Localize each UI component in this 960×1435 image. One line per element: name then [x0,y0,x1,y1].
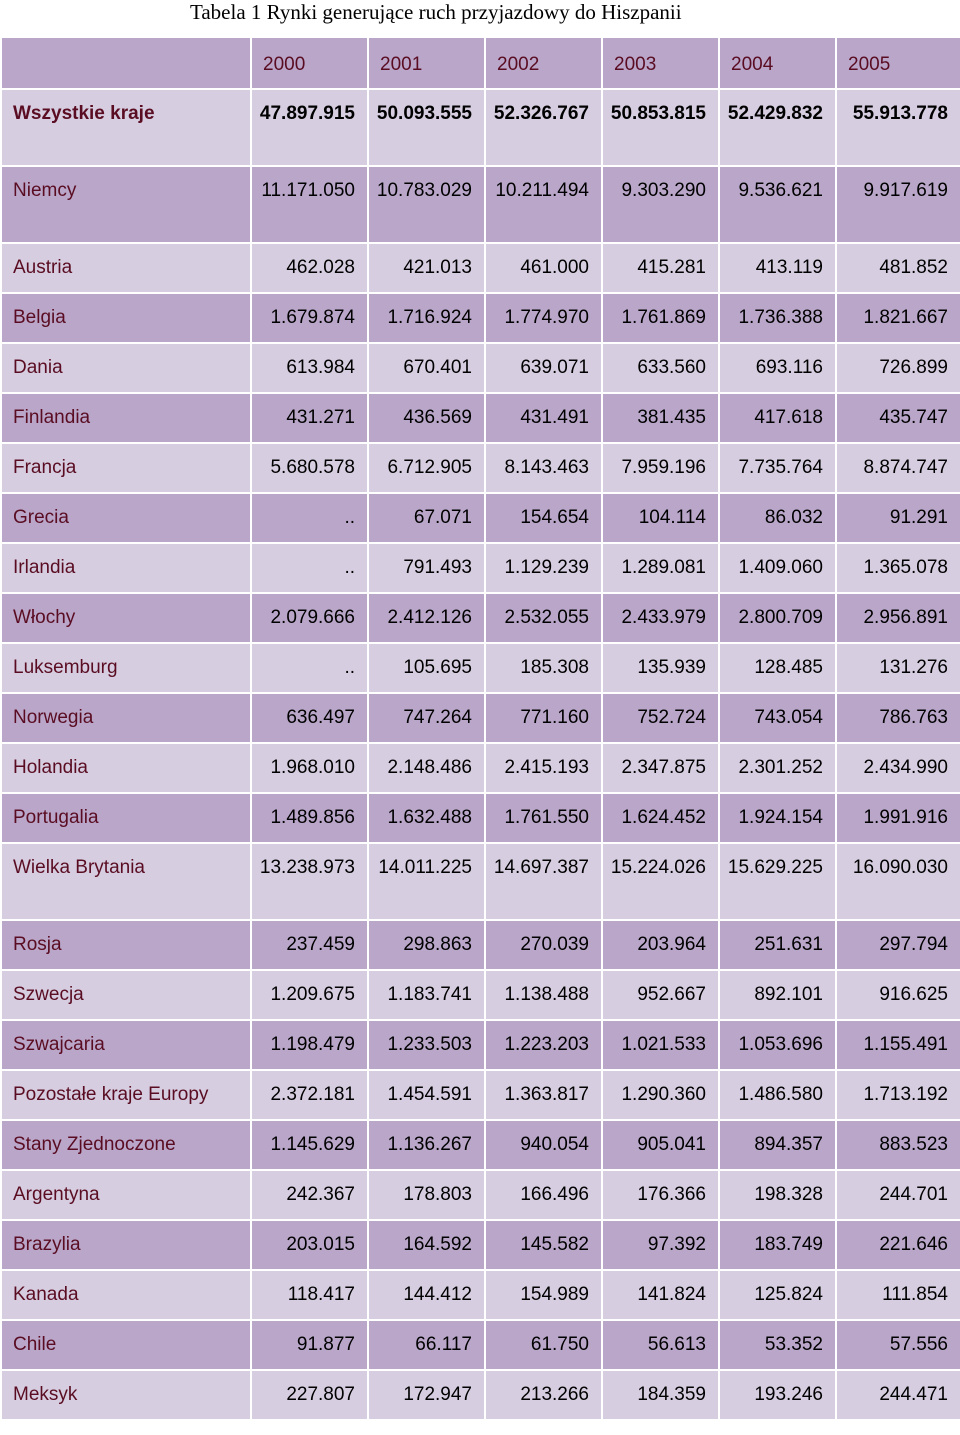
value-cell: 105.695 [368,643,485,693]
table-row [1,843,960,920]
year-header: 2003 [602,37,719,89]
country-cell: Wszystkie kraje [1,89,251,166]
value-cell: 431.271 [251,393,368,443]
country-cell: Portugalia [1,793,251,843]
value-cell: .. [251,643,368,693]
value-cell: 172.947 [368,1370,485,1420]
value-cell: 1.486.580 [719,1070,836,1120]
value-cell: 1.155.491 [836,1020,960,1070]
table-row [1,1170,960,1220]
value-cell: 111.854 [836,1270,960,1320]
value-cell: 1.716.924 [368,293,485,343]
value-cell: 1.223.203 [485,1020,602,1070]
value-cell: 67.071 [368,493,485,543]
value-cell: 55.913.778 [836,89,960,166]
value-cell: 131.276 [836,643,960,693]
value-cell: 61.750 [485,1320,602,1370]
table-row [1,643,960,693]
country-cell: Grecia [1,493,251,543]
country-cell: Niemcy [1,166,251,243]
country-cell: Finlandia [1,393,251,443]
value-cell: 461.000 [485,243,602,293]
value-cell: 2.412.126 [368,593,485,643]
value-cell: 1.489.856 [251,793,368,843]
value-cell: 1.774.970 [485,293,602,343]
value-cell: 636.497 [251,693,368,743]
value-cell: 1.679.874 [251,293,368,343]
value-cell: 14.011.225 [368,843,485,920]
value-cell: 178.803 [368,1170,485,1220]
value-cell: 183.749 [719,1220,836,1270]
value-cell: 1.736.388 [719,293,836,343]
value-cell: 184.359 [602,1370,719,1420]
value-cell: 6.712.905 [368,443,485,493]
value-cell: 633.560 [602,343,719,393]
value-cell: 86.032 [719,493,836,543]
value-cell: 128.485 [719,643,836,693]
country-cell: Kanada [1,1270,251,1320]
country-cell: Chile [1,1320,251,1370]
value-cell: 771.160 [485,693,602,743]
value-cell: 66.117 [368,1320,485,1370]
year-header: 2001 [368,37,485,89]
table-row [1,443,960,493]
country-cell: Stany Zjednoczone [1,1120,251,1170]
value-cell: 10.211.494 [485,166,602,243]
value-cell: 10.783.029 [368,166,485,243]
value-cell: 883.523 [836,1120,960,1170]
value-cell: 9.303.290 [602,166,719,243]
value-cell: 298.863 [368,920,485,970]
value-cell: 381.435 [602,393,719,443]
value-cell: 417.618 [719,393,836,443]
table-row [1,393,960,443]
value-cell: 14.697.387 [485,843,602,920]
value-cell: 166.496 [485,1170,602,1220]
value-cell: 1.209.675 [251,970,368,1020]
value-cell: 135.939 [602,643,719,693]
value-cell: 9.536.621 [719,166,836,243]
value-cell: 905.041 [602,1120,719,1170]
country-cell: Wielka Brytania [1,843,251,920]
table-row [1,493,960,543]
value-cell: 413.119 [719,243,836,293]
table-caption [0,0,960,36]
value-cell: 2.301.252 [719,743,836,793]
value-cell: 1.136.267 [368,1120,485,1170]
country-cell: Argentyna [1,1170,251,1220]
value-cell: 1.053.696 [719,1020,836,1070]
value-cell: 481.852 [836,243,960,293]
value-cell: 213.266 [485,1370,602,1420]
header-row [1,37,960,89]
value-cell: 144.412 [368,1270,485,1320]
value-cell: 743.054 [719,693,836,743]
country-cell: Szwecja [1,970,251,1020]
country-cell: Brazylia [1,1220,251,1270]
value-cell: 244.701 [836,1170,960,1220]
value-cell: 2.956.891 [836,593,960,643]
value-cell: 940.054 [485,1120,602,1170]
value-cell: 7.959.196 [602,443,719,493]
table-row [1,1020,960,1070]
country-cell: Rosja [1,920,251,970]
value-cell: 237.459 [251,920,368,970]
value-cell: 613.984 [251,343,368,393]
value-cell: 2.532.055 [485,593,602,643]
value-cell: 1.183.741 [368,970,485,1020]
value-cell: 1.761.550 [485,793,602,843]
value-cell: 791.493 [368,543,485,593]
table-row [1,343,960,393]
country-cell: Norwegia [1,693,251,743]
value-cell: 1.233.503 [368,1020,485,1070]
value-cell: 185.308 [485,643,602,693]
value-cell: 193.246 [719,1370,836,1420]
value-cell: 56.613 [602,1320,719,1370]
table-row [1,1270,960,1320]
year-header: 2005 [836,37,960,89]
table-row [1,293,960,343]
table-caption-text: Tabela 1 Rynki generujące ruch przyjazdowy do Hiszpanii [190,0,682,24]
value-cell: 1.968.010 [251,743,368,793]
country-cell: Luksemburg [1,643,251,693]
value-cell: 244.471 [836,1370,960,1420]
value-cell: 57.556 [836,1320,960,1370]
value-cell: 670.401 [368,343,485,393]
value-cell: 916.625 [836,970,960,1020]
value-cell: 221.646 [836,1220,960,1270]
value-cell: 52.429.832 [719,89,836,166]
table-row [1,1370,960,1420]
country-cell: Holandia [1,743,251,793]
table-row [1,243,960,293]
value-cell: 1.289.081 [602,543,719,593]
value-cell: 894.357 [719,1120,836,1170]
value-cell: 2.433.979 [602,593,719,643]
value-cell: 1.129.239 [485,543,602,593]
value-cell: 91.291 [836,493,960,543]
table-row [1,543,960,593]
value-cell: 145.582 [485,1220,602,1270]
table-row [1,1220,960,1270]
value-cell: 2.415.193 [485,743,602,793]
country-cell: Belgia [1,293,251,343]
value-cell: 251.631 [719,920,836,970]
table-row [1,166,960,243]
country-cell: Francja [1,443,251,493]
value-cell: 50.853.815 [602,89,719,166]
tourism-markets-table [0,36,960,1421]
value-cell: 118.417 [251,1270,368,1320]
country-cell: Dania [1,343,251,393]
year-header: 2004 [719,37,836,89]
table-row [1,793,960,843]
value-cell: 2.148.486 [368,743,485,793]
value-cell: 104.114 [602,493,719,543]
value-cell: 141.824 [602,1270,719,1320]
value-cell: 15.224.026 [602,843,719,920]
value-cell: 1.365.078 [836,543,960,593]
value-cell: 47.897.915 [251,89,368,166]
table-row [1,1120,960,1170]
value-cell: 52.326.767 [485,89,602,166]
value-cell: 415.281 [602,243,719,293]
value-cell: .. [251,543,368,593]
value-cell: 15.629.225 [719,843,836,920]
header-corner-cell [1,37,251,89]
value-cell: 1.632.488 [368,793,485,843]
value-cell: 53.352 [719,1320,836,1370]
value-cell: 154.654 [485,493,602,543]
value-cell: 1.409.060 [719,543,836,593]
value-cell: 1.138.488 [485,970,602,1020]
country-cell: Meksyk [1,1370,251,1420]
year-header: 2000 [251,37,368,89]
value-cell: 639.071 [485,343,602,393]
value-cell: 8.143.463 [485,443,602,493]
value-cell: 9.917.619 [836,166,960,243]
value-cell: 421.013 [368,243,485,293]
value-cell: 11.171.050 [251,166,368,243]
value-cell: 16.090.030 [836,843,960,920]
table-row [1,89,960,166]
value-cell: 13.238.973 [251,843,368,920]
table-row [1,743,960,793]
value-cell: 270.039 [485,920,602,970]
value-cell: 2.434.990 [836,743,960,793]
value-cell: 203.964 [602,920,719,970]
value-cell: 786.763 [836,693,960,743]
value-cell: 97.392 [602,1220,719,1270]
table-row [1,1320,960,1370]
value-cell: 176.366 [602,1170,719,1220]
value-cell: 1.454.591 [368,1070,485,1120]
country-cell: Szwajcaria [1,1020,251,1070]
value-cell: 2.079.666 [251,593,368,643]
value-cell: 1.624.452 [602,793,719,843]
value-cell: 1.198.479 [251,1020,368,1070]
country-cell: Irlandia [1,543,251,593]
value-cell: 752.724 [602,693,719,743]
value-cell: 693.116 [719,343,836,393]
value-cell: 952.667 [602,970,719,1020]
value-cell: 227.807 [251,1370,368,1420]
value-cell: 462.028 [251,243,368,293]
country-cell: Włochy [1,593,251,643]
value-cell: 50.093.555 [368,89,485,166]
value-cell: .. [251,493,368,543]
value-cell: 1.991.916 [836,793,960,843]
value-cell: 125.824 [719,1270,836,1320]
value-cell: 5.680.578 [251,443,368,493]
value-cell: 892.101 [719,970,836,1020]
value-cell: 435.747 [836,393,960,443]
table-row [1,1070,960,1120]
value-cell: 203.015 [251,1220,368,1270]
value-cell: 8.874.747 [836,443,960,493]
value-cell: 726.899 [836,343,960,393]
table-row [1,920,960,970]
value-cell: 154.989 [485,1270,602,1320]
value-cell: 7.735.764 [719,443,836,493]
value-cell: 431.491 [485,393,602,443]
country-cell: Pozostałe kraje Europy [1,1070,251,1120]
table-row [1,693,960,743]
value-cell: 2.800.709 [719,593,836,643]
value-cell: 1.145.629 [251,1120,368,1170]
value-cell: 1.713.192 [836,1070,960,1120]
value-cell: 436.569 [368,393,485,443]
value-cell: 164.592 [368,1220,485,1270]
value-cell: 297.794 [836,920,960,970]
value-cell: 198.328 [719,1170,836,1220]
year-header: 2002 [485,37,602,89]
value-cell: 1.761.869 [602,293,719,343]
value-cell: 1.290.360 [602,1070,719,1120]
value-cell: 2.347.875 [602,743,719,793]
country-cell: Austria [1,243,251,293]
table-row [1,970,960,1020]
table-row [1,593,960,643]
value-cell: 242.367 [251,1170,368,1220]
value-cell: 747.264 [368,693,485,743]
value-cell: 1.924.154 [719,793,836,843]
value-cell: 2.372.181 [251,1070,368,1120]
value-cell: 1.821.667 [836,293,960,343]
value-cell: 1.363.817 [485,1070,602,1120]
value-cell: 91.877 [251,1320,368,1370]
table-body [1,37,960,1420]
value-cell: 1.021.533 [602,1020,719,1070]
